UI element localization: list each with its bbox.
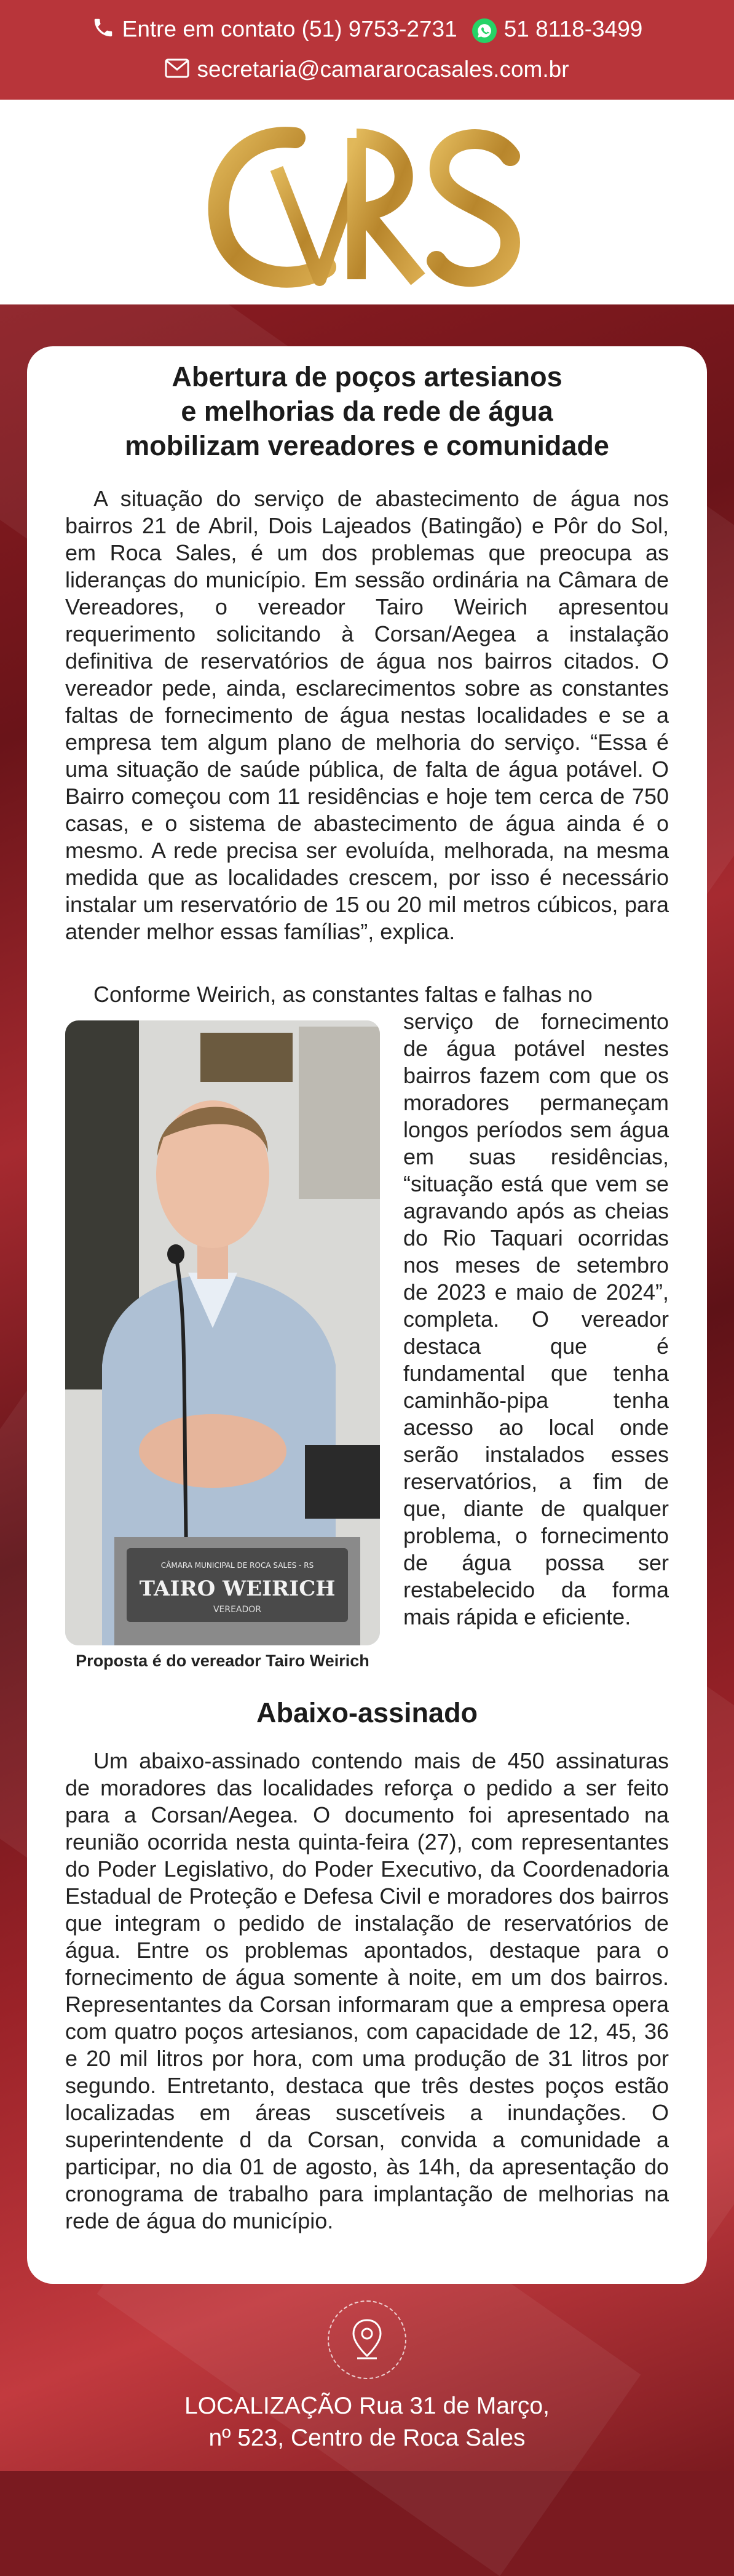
contact-bar <box>0 0 734 100</box>
article-card <box>27 346 707 2284</box>
nameplate-header: CÂMARA MUNICIPAL DE ROCA SALES - RS <box>160 1561 314 1570</box>
whatsapp-icon <box>472 18 497 43</box>
article-title <box>27 360 707 463</box>
contact-row-phone <box>0 16 734 45</box>
phone-text[interactable]: Entre em contato (51) 9753-2731 <box>122 16 457 42</box>
title-line: Abertura de poços artesianos <box>172 361 562 392</box>
article-paragraph-2-start: Conforme Weirich, as constantes faltas e falhas no <box>93 982 593 1007</box>
section-subheading: Abaixo-assinado <box>256 1697 478 1728</box>
location-line-1: LOCALIZAÇÃO Rua 31 de Março, <box>184 2393 550 2419</box>
article-paragraph-1: A situação do serviço de abastecimento de água nos bairros 21 de Abril, Dois Lajeados (Batingão) e Pôr do Sol, em Roca Sales, é um dos problemas que preocupa as lideranças do município. Em sessão ordinária na Câmara de Vereadores, o vereador Tairo Weirich apresentou requerimento solicitando à Corsan/Aegea a instalação definitiva de reservatórios de água nos bairros citados. O vereador pede, ainda, esclarecimentos sobre as constantes faltas de fornecimento de água nestas localidades e se a empresa tem algum plano de melhoria do serviço. “Essa é uma situação de saúde pública, de falta de água potável. O Bairro começou com 11 residências e hoje tem cerca de 750 casas, e o sistema de abastecimento de água ainda é o mesmo. A rede precisa ser evoluída, melhorada, na mesma medida que as localidades crescem, por isso é necessário instalar um reservatório de 15 ou 20 mil metros cúbicos, para atender melhor essas famílias”, explica. <box>65 486 669 944</box>
title-line: e melhorias da rede de água <box>181 396 553 427</box>
location-line-2: nº 523, Centro de Roca Sales <box>208 2425 526 2451</box>
phone-icon <box>92 16 115 45</box>
contact-row-email <box>0 57 734 84</box>
mail-icon <box>165 58 189 84</box>
cvrs-logo <box>203 113 531 298</box>
title-line: mobilizam vereadores e comunidade <box>125 430 609 461</box>
footer-location <box>0 2390 734 2454</box>
article-paragraph-3: Um abaixo-assinado contendo mais de 450 assinaturas de moradores das localidades reforça o pedido a ser feito para a Corsan/Aegea. O documento foi apresentado na reunião ocorrida nesta quinta-feira (27), com representantes do Poder Legislativo, do Poder Executivo, da Coordenadoria Estadual de Proteção e Defesa Civil e moradores dos bairros que integram o pedido de instalação de reservatórios de água. Entre os problemas apontados, destaque para o fornecimento de água somente à noite, em um dos bairros. Representantes da Corsan informaram que a empresa opera com quatro poços artesianos, com capacidade de 12, 45, 36 e 20 mil litros por hora, com uma produção de 31 litros por segundo. Entretanto, destaca que três destes poços estão localizadas em áreas suscetíveis a inundações. O superintendente d da Corsan, convida a comunidade a participar, no dia 01 de agosto, às 14h, da apresentação do cronograma de trabalho para implantação de melhorias na rede de água do município. <box>65 1748 669 2233</box>
nameplate-role: VEREADOR <box>213 1605 262 1615</box>
email-text[interactable]: secretaria@camararocasales.com.br <box>197 57 569 82</box>
photo-caption: Proposta é do vereador Tairo Weirich <box>76 1652 369 1670</box>
article-paragraph-2-rest: serviço de fornecimento de água potável nestes bairros fazem com que os moradores permaneçam longos períodos sem água em suas residências, “situação está que vem se agravando após as cheias do Rio Taquari ocorridas nos meses de setembro de 2023 e maio de 2024”, completa. O vereador destaca que é fundamental que tenha caminhão-pipa tenha acesso ao local onde serão instalados esses reservatórios, a fim de que, diante de qualquer problema, o fornecimento de água possa ser restabelecido da forma mais rápida e eficiente. <box>403 1009 669 1629</box>
whatsapp-text[interactable]: 51 8118-3499 <box>503 16 643 42</box>
nameplate-name: TAIRO WEIRICH <box>139 1576 336 1601</box>
vereador-photo <box>65 1020 380 1645</box>
location-pin-icon <box>328 2300 406 2379</box>
